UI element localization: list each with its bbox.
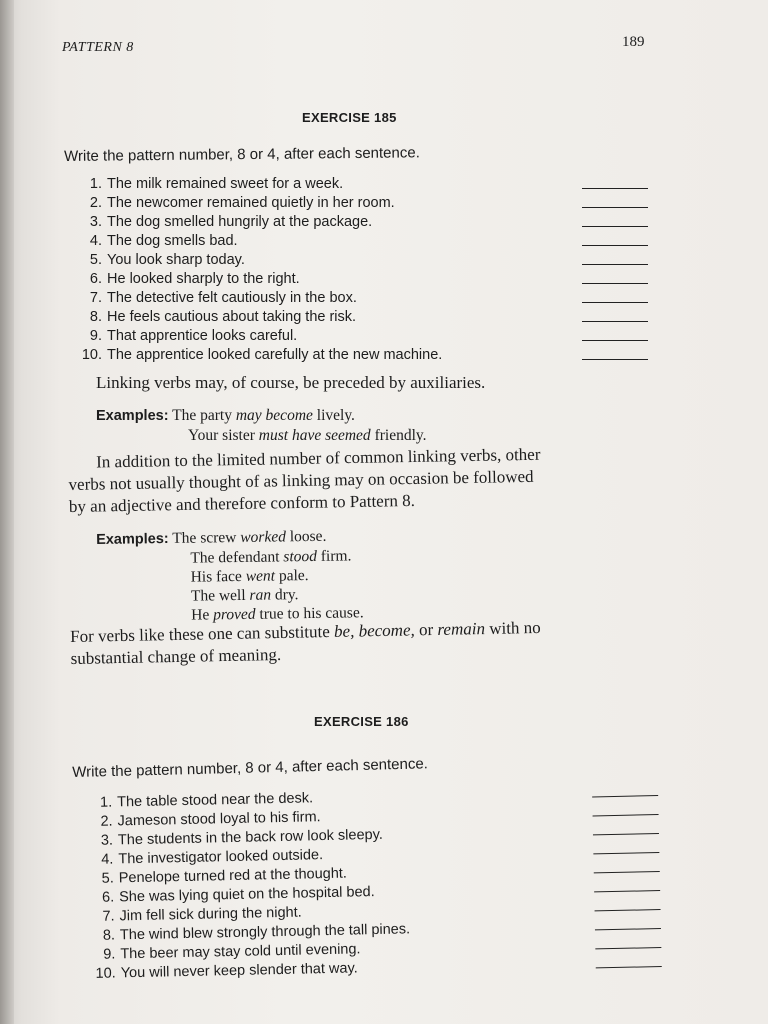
list-item xyxy=(78,308,442,327)
examples-label: Examples: xyxy=(96,408,169,424)
item-text: The students in the back row look sleepy. xyxy=(117,826,383,849)
example-sentence: The screw worked loose. xyxy=(172,527,327,547)
item-text: Jameson stood loyal to his firm. xyxy=(117,809,321,830)
example-sentence: The defendant stood firm. xyxy=(190,547,352,567)
answer-blank[interactable] xyxy=(596,966,662,968)
answer-blank[interactable] xyxy=(582,302,648,303)
item-number: 4. xyxy=(101,851,114,868)
paragraph-auxiliaries: Linking verbs may, of course, be preceded by auxiliaries. xyxy=(96,373,486,392)
answer-blank[interactable] xyxy=(593,833,659,835)
item-number: 2. xyxy=(89,195,102,211)
list-item xyxy=(78,346,442,365)
example-sentence: His face went pale. xyxy=(190,567,309,586)
item-text: That apprentice looks careful. xyxy=(107,328,298,344)
item-number: 10. xyxy=(95,965,116,982)
answer-blank[interactable] xyxy=(582,283,648,284)
answer-blank[interactable] xyxy=(582,340,648,341)
item-text: The wind blew strongly through the tall pines. xyxy=(119,921,411,944)
item-text: She was lying quiet on the hospital bed. xyxy=(119,884,375,906)
item-text: The apprentice looked carefully at the new machine. xyxy=(107,347,443,363)
item-text: Jim fell sick during the night. xyxy=(119,904,302,925)
exercise-186-instruction: Write the pattern number, 8 or 4, after each sentence. xyxy=(72,755,429,781)
list-item xyxy=(78,270,442,289)
item-number: 6. xyxy=(89,271,102,287)
item-number: 5. xyxy=(89,252,102,268)
item-number: 9. xyxy=(89,328,102,344)
answer-blank[interactable] xyxy=(594,871,660,873)
item-text: The newcomer remained quietly in her room. xyxy=(107,195,395,211)
page-number: 189 xyxy=(622,34,645,50)
paragraph-substitute: For verbs like these one can substitute be, become, or remain with no substantial change of meaning. xyxy=(70,617,541,668)
answer-blank[interactable] xyxy=(582,359,648,360)
item-number: 7. xyxy=(89,290,102,306)
answer-blank[interactable] xyxy=(593,852,659,854)
answer-blank[interactable] xyxy=(582,188,648,189)
answer-blank[interactable] xyxy=(582,264,648,265)
paragraph-other-verbs: In addition to the limited number of common linking verbs, other verbs not usually thought of as linking may on occasion be followed by an adjective and therefore conform to Pattern 8. xyxy=(68,444,541,516)
item-text: The milk remained sweet for a week. xyxy=(107,176,344,192)
answer-blank[interactable] xyxy=(582,321,648,322)
example-sentence: He proved true to his cause. xyxy=(191,604,364,624)
exercise-185-list xyxy=(78,175,442,365)
item-text: He feels cautious about taking the risk. xyxy=(107,309,357,325)
answer-blank[interactable] xyxy=(582,245,648,246)
exercise-185-instruction: Write the pattern number, 8 or 4, after each sentence. xyxy=(64,144,420,165)
answer-blank[interactable] xyxy=(595,928,661,930)
running-head: PATTERN 8 xyxy=(62,40,134,55)
list-item xyxy=(78,251,442,270)
item-text: The beer may stay cold until evening. xyxy=(120,941,361,963)
answer-blank[interactable] xyxy=(593,814,659,816)
list-item xyxy=(78,213,442,232)
item-text: The dog smelled hungrily at the package. xyxy=(107,214,373,230)
item-number: 1. xyxy=(89,176,102,192)
item-number: 8. xyxy=(89,309,102,325)
item-text: You will never keep slender that way. xyxy=(120,960,358,982)
exercise-186-title: EXERCISE 186 xyxy=(314,714,409,729)
exercise-186-list xyxy=(88,787,411,984)
item-number: 10. xyxy=(81,347,102,363)
example-sentence: The party may become lively. xyxy=(172,407,355,424)
list-item xyxy=(78,327,442,346)
answer-blank[interactable] xyxy=(595,947,661,949)
item-number: 9. xyxy=(103,946,116,963)
item-number: 5. xyxy=(101,870,114,887)
answer-blank[interactable] xyxy=(594,890,660,892)
item-text: You look sharp today. xyxy=(107,252,245,268)
item-text: The table stood near the desk. xyxy=(117,790,314,811)
binding-shadow xyxy=(0,0,14,1024)
item-text: Penelope turned red at the thought. xyxy=(118,865,348,887)
list-item xyxy=(78,194,442,213)
answer-blank[interactable] xyxy=(595,909,661,911)
examples-auxiliaries xyxy=(96,406,427,445)
item-number: 3. xyxy=(89,214,102,230)
item-number: 2. xyxy=(100,813,113,830)
item-text: The detective felt cautiously in the box. xyxy=(107,290,357,306)
exercise-185-title: EXERCISE 185 xyxy=(302,110,397,125)
item-number: 7. xyxy=(102,908,115,925)
list-item xyxy=(78,232,442,251)
example-sentence: Your sister must have seemed friendly. xyxy=(188,427,427,444)
item-text: He looked sharply to the right. xyxy=(107,271,300,287)
answer-blank[interactable] xyxy=(592,795,658,797)
examples-other-verbs xyxy=(96,526,364,626)
item-text: The investigator looked outside. xyxy=(118,847,324,868)
answer-blank[interactable] xyxy=(582,226,648,227)
item-number: 4. xyxy=(89,233,102,249)
list-item xyxy=(78,289,442,308)
list-item xyxy=(78,175,442,194)
examples-label: Examples: xyxy=(96,530,169,548)
item-number: 6. xyxy=(101,889,115,906)
example-sentence: The well ran dry. xyxy=(190,586,299,605)
item-text: The dog smells bad. xyxy=(107,233,238,249)
answer-blank[interactable] xyxy=(582,207,648,208)
item-number: 1. xyxy=(99,794,113,811)
item-number: 8. xyxy=(102,927,116,944)
item-number: 3. xyxy=(100,832,114,849)
